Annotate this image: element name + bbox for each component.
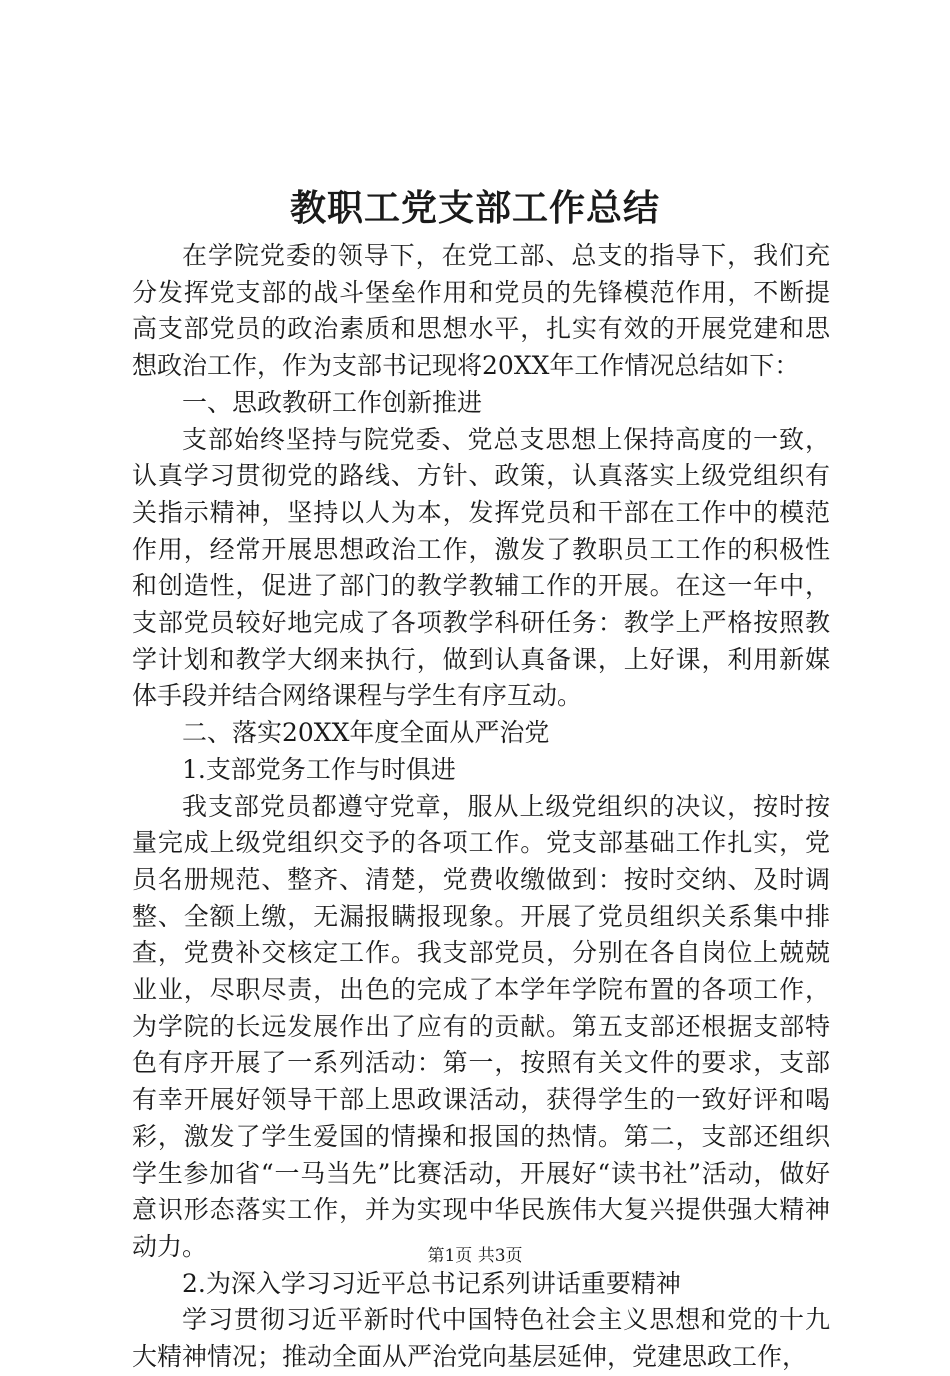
section-heading-2: 二、落实20XX年度全面从严治党: [182, 718, 550, 748]
section-1-paragraph: 支部始终坚持与院党委、党总支思想上保持高度的一致，认真学习贯彻党的路线、方针、政策，认真落实上级党组织有关指示精神，坚持以人为本，发挥党员和干部在工作中的模范作用，经常开展思想政治工作，激发了教职员工工作的积极性和创造性，促进了部门的教学教辅工作的开展。在这一年中，支部党员较好地完成了各项教学科研任务：教学上严格按照教学计划和教学大纲来执行，做到认真备课，上好课，利用新媒体手段并结合网络课程与学生有序互动。: [132, 424, 830, 711]
subsection-1-paragraph: 我支部党员都遵守党章，服从上级党组织的决议，按时按量完成上级党组织交予的各项工作。党支部基础工作扎实，党员名册规范、整齐、清楚，党费收缴做到：按时交纳、及时调整、全额上缴，无漏报瞒报现象。开展了党员组织关系集中排查，党费补交核定工作。我支部党员，分别在各自岗位上兢兢业业，尽职尽责，出色的完成了本学年学院布置的各项工作，为学院的长远发展作出了应有的贡献。第五支部还根据支部特色有序开展了一系列活动：第一，按照有关文件的要求，支部有幸开展好领导干部上思政课活动，获得学生的一致好评和喝彩，激发了学生爱国的情操和报国的热情。第二，支部还组织学生参加省“一马当先”比赛活动，开展好“读书社”活动，做好意识形态落实工作，并为实现中华民族伟大复兴提供强大精神动力。: [132, 791, 830, 1261]
document-title: 教职工党支部工作总结: [289, 187, 660, 229]
section-heading-1: 一、思政教研工作创新推进: [182, 387, 483, 417]
document-body: [132, 238, 830, 1376]
subsection-2-paragraph: 学习贯彻习近平新时代中国特色社会主义思想和党的十九大精神情况；推动全面从严治党向基层延伸，党建思政工作，: [132, 1305, 830, 1372]
intro-paragraph: 在学院党委的领导下，在党工部、总支的指导下，我们充分发挥党支部的战斗堡垒作用和党员的先锋模范作用，不断提高支部党员的政治素质和思想水平，扎实有效的开展党建和思想政治工作，作为支部书记现将20XX年工作情况总结如下：: [132, 241, 830, 381]
subsection-heading-2: 2.为深入学习习近平总书记系列讲话重要精神: [182, 1268, 681, 1298]
page-footer: 第1页 共3页: [427, 1246, 523, 1266]
subsection-heading-1: 1.支部党务工作与时俱进: [182, 754, 456, 784]
